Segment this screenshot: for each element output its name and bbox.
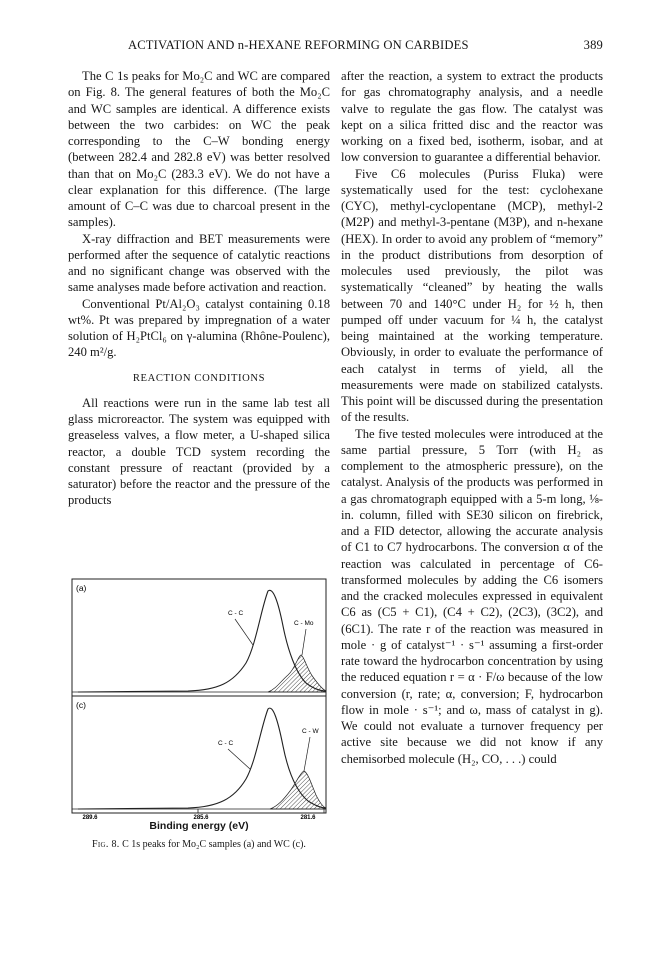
left-column <box>68 68 330 509</box>
section-heading: REACTION CONDITIONS <box>132 372 266 384</box>
paragraph: The C 1s peaks for Mo₂C and WC are compared on Fig. 8. The general features of both the Mo₂C and WC samples are identical. A difference exists between the two carbides: on WC the peak corresponding to the C–W bonding energy (between 282.4 and 282.8 eV) was better resolved than that on Mo₂C (283.3 eV). We do not have a clear explanation for this difference. (The large amount of C–C was due to charcoal present in the samples). <box>68 69 330 230</box>
paragraph: All reactions were run in the same lab test all glass microreactor. The system was equipped with greaseless valves, a flow meter, a U-shaped silica reactor, a double TCD system recording the constant pressure of reactant (provided by a saturator) before the reactor and the pressure of the products <box>68 395 330 508</box>
panel-c-c-w-pointer <box>304 737 310 771</box>
x-tick-label: 281.6 <box>300 815 316 821</box>
xps-spectra-chart <box>68 571 330 821</box>
running-header <box>68 38 603 54</box>
panel-a-c-mo-pointer <box>302 629 306 655</box>
figure-number: Fig. 8. <box>92 839 120 850</box>
figure-8 <box>68 571 330 856</box>
x-tick-label: 285.6 <box>193 815 209 821</box>
x-axis-label: Binding energy (eV) <box>149 820 249 832</box>
panel-c-c-c-label: C - C <box>218 740 234 747</box>
panel-c-label: (c) <box>76 700 86 710</box>
running-title: ACTIVATION AND n-HEXANE REFORMING ON CARBIDES <box>128 38 469 52</box>
figure-caption-text: C 1s peaks for Mo₂C samples (a) and WC (c). <box>122 839 306 850</box>
x-tick-label: 289.6 <box>82 815 98 821</box>
figure-caption <box>68 839 330 850</box>
right-column <box>341 68 603 767</box>
paragraph: Conventional Pt/Al₂O₃ catalyst containing 0.18 wt%. Pt was prepared by impregnation of a water solution of H₂PtCl₆ on γ-alumina (Rhône-Poulenc), 240 m²/g. <box>68 296 330 360</box>
page-number: 389 <box>583 38 603 52</box>
panel-a-c-c-label: C - C <box>228 610 244 617</box>
panel-c-c-w-label: C - W <box>302 728 319 735</box>
paragraph: after the reaction, a system to extract the products for gas chromatography analysis, and a needle valve to regulate the gas flow. The catalyst was kept on a silica fritted disc and the reactor was working on a fixed bed, isotherm, isobar, and at low conversion to guarantee a differential behavior. <box>341 69 603 165</box>
panel-a-label: (a) <box>76 583 87 593</box>
paragraph: The five tested molecules were introduced at the same partial pressure, 5 Torr (with H₂ as complement to the atmospheric pressure), on the catalyst. Analysis of the products was performed in a gas chromatograph equipped with a 5-m long, ⅛-in. column, filled with SE30 silicon on firebrick, and a FID detector, allowing the accurate analysis of C1 to C7 hydrocarbons. The conversion α of the reaction was calculated in percentage of C6-transformed molecules by adding the C6 isomers and the cracked molecules expressed in equivalent C6 as (C5 + C1), (C4 + C2), (2C3), (3C2), and (6C1). The rate r of the reaction was measured in mole · g of catalyst⁻¹ · s⁻¹ assuming a first-order rate toward the hydrocarbon concentration by using the reduced equation r = α · F/ω because of the low conversion (r, rate; α, conversion; F, hydrocarbon flow in mole · s⁻¹; and ω, mass of catalyst in g). We could not evaluate a turnover frequency per active site because we did not know if any chemisorbed molecule (H₂, CO, . . .) could <box>341 426 603 766</box>
paragraph: Five C6 molecules (Puriss Fluka) were systematically used for the test: cyclohexane (CYC), methyl-cyclopentane (MCP), methyl-2 (M2P) and methyl-3-pentane (M3P), and n-hexane (HEX). In order to avoid any problem of “memory” in the product distributions from desorption of molecules used previously, the pilot was systematically “cleaned” by heating the walls between 70 and 140°C under H₂ for ½ h, then pumped off under vacuum for ¼ h, the catalyst being maintained at the working temperature. Obviously, in order to evaluate the performance of each catalyst in terms of yield, all the measurements were made on stabilized catalysts. This point will be discussed during the presentation of the results. <box>341 166 603 425</box>
panel-a-c-mo-peak <box>268 655 326 692</box>
panel-a-c-mo-label: C - Mo <box>294 620 314 627</box>
panel-a-c-c-pointer <box>235 619 253 645</box>
panel-c-c-c-pointer <box>228 749 250 769</box>
paragraph: X-ray diffraction and BET measurements were performed after the sequence of catalytic reactions and no significant change was observed with the same analyses made before activation and reaction. <box>68 231 330 295</box>
